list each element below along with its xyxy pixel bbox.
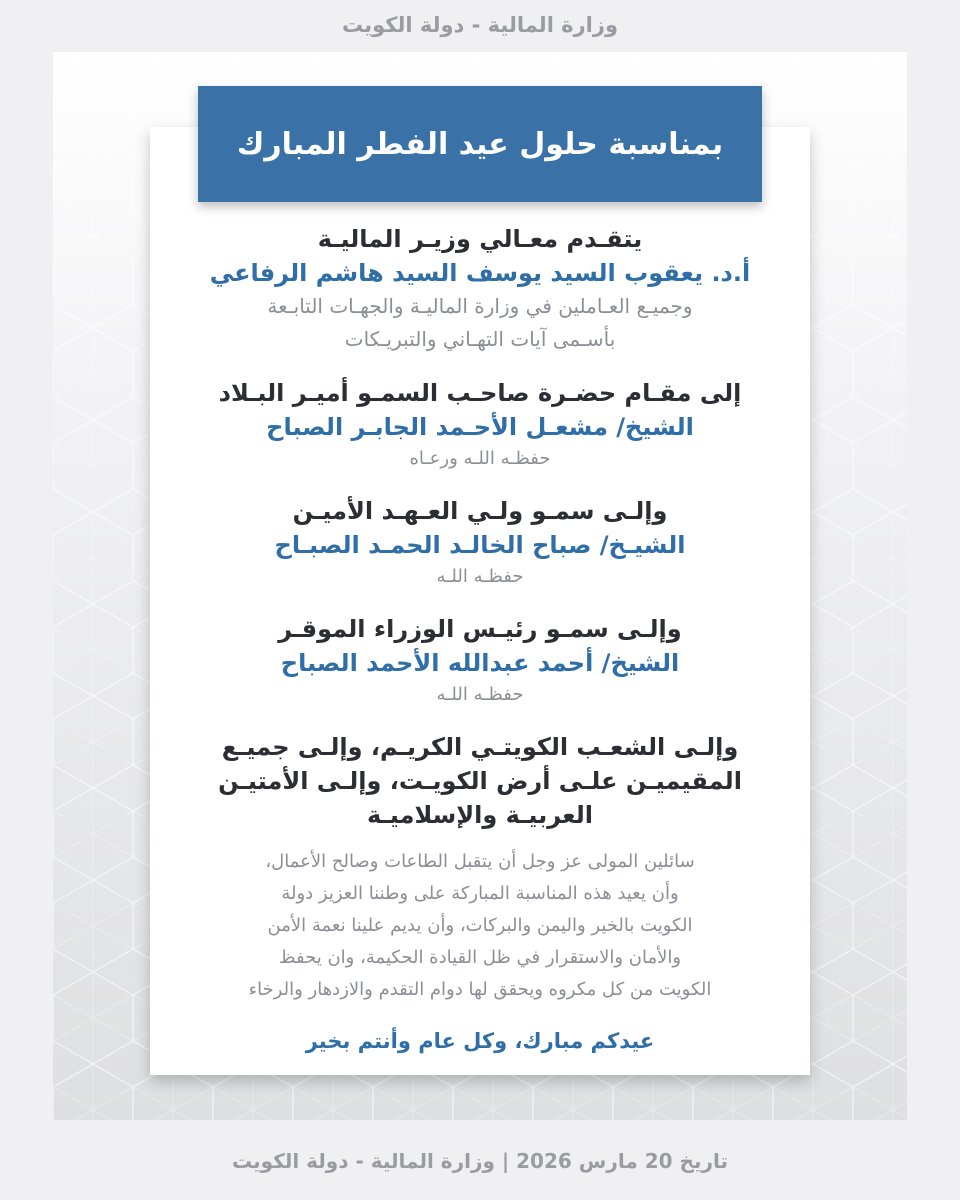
message-line: الكويت بالخير واليمن والبركات، وأن يديم علينا نعمة الأمن [267, 915, 693, 936]
message-line: الكويت من كل مكروه ويحقق لها دوام التقدم والازدهار والرخاء [248, 979, 712, 1000]
prime-minister-title: وإلـى سمـو رئيـس الوزراء الموقـر [278, 615, 682, 643]
title-banner [198, 86, 762, 202]
prime-minister-name: الشيخ/ أحمد عبدالله الأحمد الصباح [280, 649, 680, 677]
header-caption: وزارة المالية - دولة الكويت [341, 13, 619, 37]
emir-name: الشيخ/ مشعـل الأحـمد الجابـر الصباح [266, 413, 694, 441]
crown-prince-name: الشيـخ/ صباح الخالـد الحمـد الصبـاح [274, 531, 686, 559]
emir-blessing: حفظـه اللـه ورعـاه [409, 448, 551, 469]
message-paragraph [200, 846, 760, 1006]
people-line: العربيـة والإسلاميـة [367, 801, 593, 829]
people-line: المقيميـن علـى أرض الكويـت، وإلـى الأمتيـن [218, 767, 742, 795]
minister-name: أ.د. يعقوب السيد يوسف السيد هاشم الرفاعي [209, 259, 751, 287]
intro-line: يتقـدم معـالي وزيـر الماليـة [317, 225, 643, 253]
emir-title: إلى مقـام حضـرة صاحـب السمـو أميـر البـلاد [218, 379, 742, 407]
card-content [200, 222, 760, 1058]
people-section [200, 730, 760, 832]
footer-caption: تاريخ 20 مارس 2026 | وزارة المالية - دولة الكويت [231, 1149, 728, 1173]
crown-prince-title: وإلـى سمـو ولـي العـهـد الأميـن [292, 497, 668, 525]
intro-line: وجميـع العـاملين في وزارة الماليـة والجهـات التابـعة [267, 294, 693, 318]
prime-minister-section [200, 612, 760, 710]
message-line: والأمان والاستقرار في ظل القيادة الحكيمة، وان يحفظ [278, 947, 682, 968]
crown-prince-blessing: حفظـه اللـه [436, 566, 524, 587]
card-title: بمناسبة حلول عيد الفطر المبارك [236, 126, 724, 162]
message-line: سائلين المولى عز وجل أن يتقبل الطاعات وصالح الأعمال، [265, 851, 695, 872]
intro-line: بأسـمى آيات التهـاني والتبريـكات [344, 327, 616, 351]
people-line: وإلـى الشعـب الكويتـي الكريـم، وإلـى جميـع [221, 733, 739, 761]
crown-prince-section [200, 494, 760, 592]
emir-section [200, 376, 760, 474]
message-line: وأن يعيد هذه المناسبة المباركة على وطننا العزيز دولة [281, 883, 679, 904]
intro-section [200, 222, 760, 356]
closing-greeting: عيدكم مبارك، وكل عام وأنتم بخير [305, 1029, 655, 1053]
prime-minister-blessing: حفظـه اللـه [436, 684, 524, 705]
